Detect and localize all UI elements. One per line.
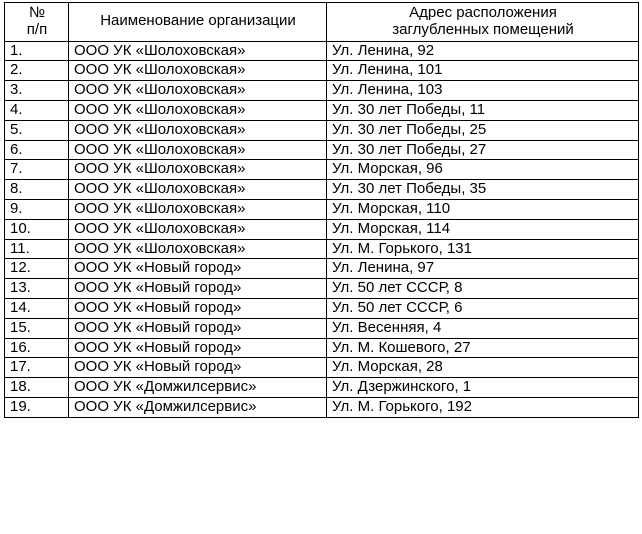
table-row xyxy=(5,100,639,120)
column-header-address-line1: Адрес расположения xyxy=(409,4,557,21)
cell-organization: ООО УК «Шолоховская» xyxy=(69,219,327,239)
cell-row-number: 16. xyxy=(5,338,69,358)
column-header-number-line1: № xyxy=(28,4,46,21)
cell-address: Ул. 30 лет Победы, 25 xyxy=(327,120,639,140)
cell-organization: ООО УК «Шолоховская» xyxy=(69,239,327,259)
cell-row-number: 15. xyxy=(5,318,69,338)
shelters-table xyxy=(4,2,639,418)
table-row xyxy=(5,318,639,338)
column-header-address xyxy=(327,3,639,42)
table-row xyxy=(5,160,639,180)
table-row xyxy=(5,378,639,398)
cell-address: Ул. 50 лет СССР, 6 xyxy=(327,298,639,318)
table-row xyxy=(5,279,639,299)
cell-address: Ул. Ленина, 101 xyxy=(327,61,639,81)
column-header-address-line2: заглубленных помещений xyxy=(392,20,574,38)
cell-organization: ООО УК «Новый город» xyxy=(69,279,327,299)
table-row xyxy=(5,61,639,81)
cell-organization: ООО УК «Новый город» xyxy=(69,298,327,318)
table-header xyxy=(5,3,639,42)
cell-address: Ул. Морская, 28 xyxy=(327,358,639,378)
cell-row-number: 13. xyxy=(5,279,69,299)
cell-address: Ул. Дзержинского, 1 xyxy=(327,378,639,398)
column-header-number-line2: п/п xyxy=(26,20,48,38)
cell-address: Ул. 50 лет СССР, 8 xyxy=(327,279,639,299)
cell-row-number: 17. xyxy=(5,358,69,378)
cell-row-number: 14. xyxy=(5,298,69,318)
cell-organization: ООО УК «Шолоховская» xyxy=(69,160,327,180)
table-row xyxy=(5,338,639,358)
cell-row-number: 5. xyxy=(5,120,69,140)
table-row xyxy=(5,219,639,239)
cell-organization: ООО УК «Новый город» xyxy=(69,259,327,279)
cell-address: Ул. Морская, 114 xyxy=(327,219,639,239)
cell-row-number: 6. xyxy=(5,140,69,160)
cell-organization: ООО УК «Домжилсервис» xyxy=(69,378,327,398)
table-row xyxy=(5,239,639,259)
cell-address: Ул. 30 лет Победы, 35 xyxy=(327,180,639,200)
column-header-organization-line1: Наименование организации xyxy=(100,12,296,30)
table-row xyxy=(5,358,639,378)
cell-row-number: 10. xyxy=(5,219,69,239)
cell-organization: ООО УК «Домжилсервис» xyxy=(69,397,327,417)
table-row xyxy=(5,81,639,101)
cell-address: Ул. Ленина, 97 xyxy=(327,259,639,279)
cell-row-number: 9. xyxy=(5,199,69,219)
column-header-number xyxy=(5,3,69,42)
cell-row-number: 11. xyxy=(5,239,69,259)
cell-organization: ООО УК «Шолоховская» xyxy=(69,41,327,61)
table-body xyxy=(5,41,639,417)
cell-address: Ул. 30 лет Победы, 11 xyxy=(327,100,639,120)
cell-address: Ул. М. Горького, 192 xyxy=(327,397,639,417)
cell-row-number: 1. xyxy=(5,41,69,61)
table-row xyxy=(5,180,639,200)
cell-address: Ул. 30 лет Победы, 27 xyxy=(327,140,639,160)
cell-row-number: 7. xyxy=(5,160,69,180)
cell-row-number: 3. xyxy=(5,81,69,101)
cell-row-number: 19. xyxy=(5,397,69,417)
cell-address: Ул. Весенняя, 4 xyxy=(327,318,639,338)
column-header-organization xyxy=(69,3,327,42)
cell-address: Ул. М. Горького, 131 xyxy=(327,239,639,259)
cell-address: Ул. Морская, 110 xyxy=(327,199,639,219)
cell-organization: ООО УК «Новый город» xyxy=(69,358,327,378)
cell-organization: ООО УК «Шолоховская» xyxy=(69,120,327,140)
cell-organization: ООО УК «Шолоховская» xyxy=(69,140,327,160)
table-row xyxy=(5,120,639,140)
table-row xyxy=(5,199,639,219)
cell-row-number: 8. xyxy=(5,180,69,200)
table-row xyxy=(5,298,639,318)
cell-organization: ООО УК «Шолоховская» xyxy=(69,100,327,120)
cell-organization: ООО УК «Новый город» xyxy=(69,338,327,358)
cell-organization: ООО УК «Шолоховская» xyxy=(69,199,327,219)
cell-address: Ул. М. Кошевого, 27 xyxy=(327,338,639,358)
cell-row-number: 4. xyxy=(5,100,69,120)
cell-organization: ООО УК «Новый город» xyxy=(69,318,327,338)
table-header-row xyxy=(5,3,639,42)
cell-address: Ул. Ленина, 103 xyxy=(327,81,639,101)
cell-organization: ООО УК «Шолоховская» xyxy=(69,180,327,200)
cell-organization: ООО УК «Шолоховская» xyxy=(69,61,327,81)
cell-address: Ул. Ленина, 92 xyxy=(327,41,639,61)
table-row xyxy=(5,41,639,61)
cell-organization: ООО УК «Шолоховская» xyxy=(69,81,327,101)
cell-address: Ул. Морская, 96 xyxy=(327,160,639,180)
table-row xyxy=(5,397,639,417)
table-row xyxy=(5,140,639,160)
cell-row-number: 2. xyxy=(5,61,69,81)
table-row xyxy=(5,259,639,279)
cell-row-number: 12. xyxy=(5,259,69,279)
cell-row-number: 18. xyxy=(5,378,69,398)
